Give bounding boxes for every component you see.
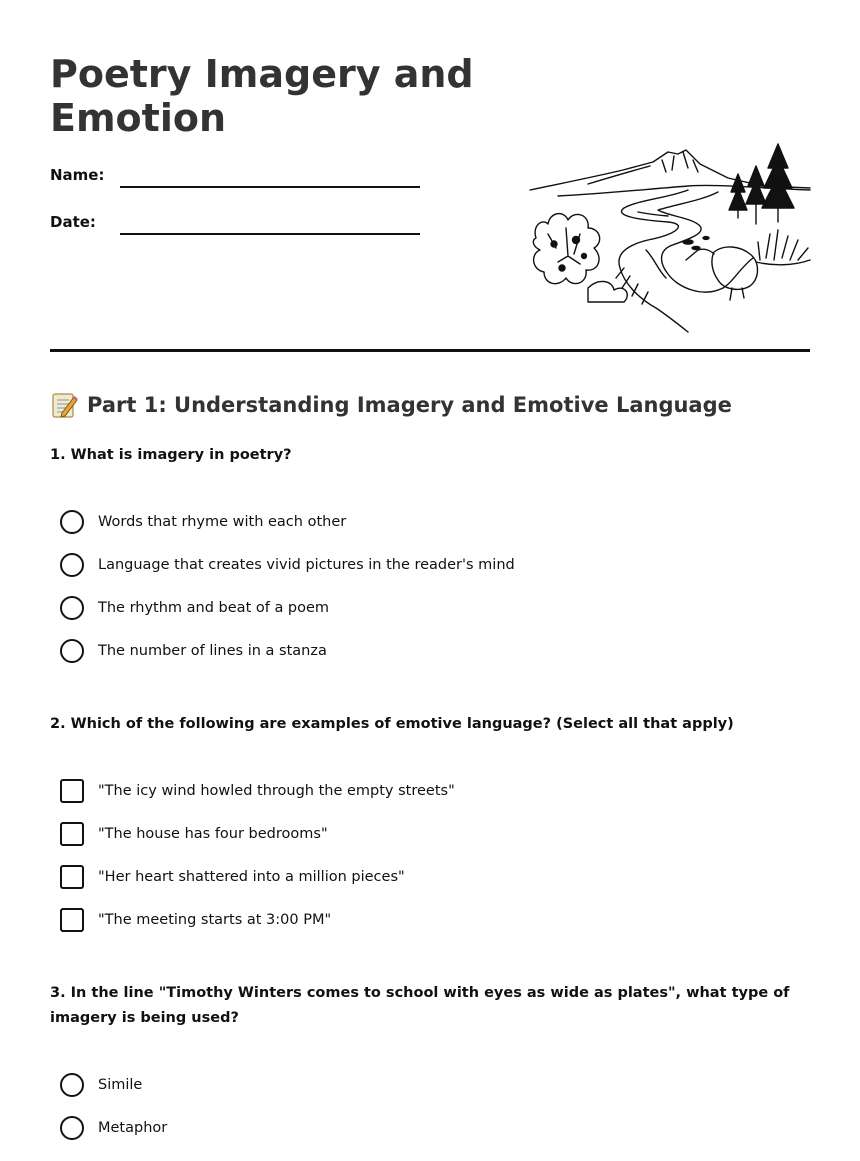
checkbox[interactable] bbox=[60, 865, 84, 889]
question-1: 1. What is imagery in poetry? bbox=[50, 447, 292, 463]
radio-button[interactable] bbox=[60, 510, 84, 534]
header-divider bbox=[50, 349, 810, 352]
q2-option-4[interactable] bbox=[60, 907, 331, 933]
option-label: The number of lines in a stanza bbox=[98, 643, 327, 659]
question-2: 2. Which of the following are examples of emotive language? (Select all that apply) bbox=[50, 716, 734, 732]
option-label: Metaphor bbox=[98, 1120, 168, 1136]
memo-icon bbox=[50, 391, 78, 419]
radio-button[interactable] bbox=[60, 1116, 84, 1140]
page-title: Poetry Imagery and Emotion bbox=[50, 52, 474, 140]
q2-option-3[interactable] bbox=[60, 864, 405, 890]
date-field-row bbox=[50, 213, 420, 243]
option-label: Language that creates vivid pictures in the reader's mind bbox=[98, 557, 515, 573]
name-field-row bbox=[50, 166, 420, 196]
mountain-river-landscape-icon bbox=[528, 138, 812, 334]
option-label: "Her heart shattered into a million pieces" bbox=[98, 869, 405, 885]
q2-option-2[interactable] bbox=[60, 821, 328, 847]
name-label: Name: bbox=[50, 166, 105, 184]
radio-button[interactable] bbox=[60, 1073, 84, 1097]
option-label: "The icy wind howled through the empty streets" bbox=[98, 783, 455, 799]
option-label: The rhythm and beat of a poem bbox=[98, 600, 330, 616]
option-label: "The meeting starts at 3:00 PM" bbox=[98, 912, 332, 928]
option-label: Simile bbox=[98, 1077, 143, 1093]
date-label: Date: bbox=[50, 213, 96, 231]
option-label: Words that rhyme with each other bbox=[98, 514, 347, 530]
section-heading-text: Part 1: Understanding Imagery and Emotive Language bbox=[87, 393, 732, 417]
checkbox[interactable] bbox=[60, 908, 84, 932]
q2-option-1[interactable] bbox=[60, 778, 455, 804]
q1-option-2[interactable] bbox=[60, 552, 515, 578]
q1-option-1[interactable] bbox=[60, 509, 346, 535]
section-heading-part1 bbox=[50, 388, 732, 422]
name-field[interactable] bbox=[120, 186, 420, 188]
q3-option-1[interactable] bbox=[60, 1072, 142, 1098]
radio-button[interactable] bbox=[60, 553, 84, 577]
question-3: 3. In the line "Timothy Winters comes to school with eyes as wide as plates", what type of imagery is being used? bbox=[50, 985, 790, 1026]
checkbox[interactable] bbox=[60, 779, 84, 803]
date-field[interactable] bbox=[120, 233, 420, 235]
option-label: "The house has four bedrooms" bbox=[98, 826, 328, 842]
q3-option-2[interactable] bbox=[60, 1115, 167, 1141]
q1-option-4[interactable] bbox=[60, 638, 327, 664]
checkbox[interactable] bbox=[60, 822, 84, 846]
q1-option-3[interactable] bbox=[60, 595, 329, 621]
radio-button[interactable] bbox=[60, 639, 84, 663]
radio-button[interactable] bbox=[60, 596, 84, 620]
